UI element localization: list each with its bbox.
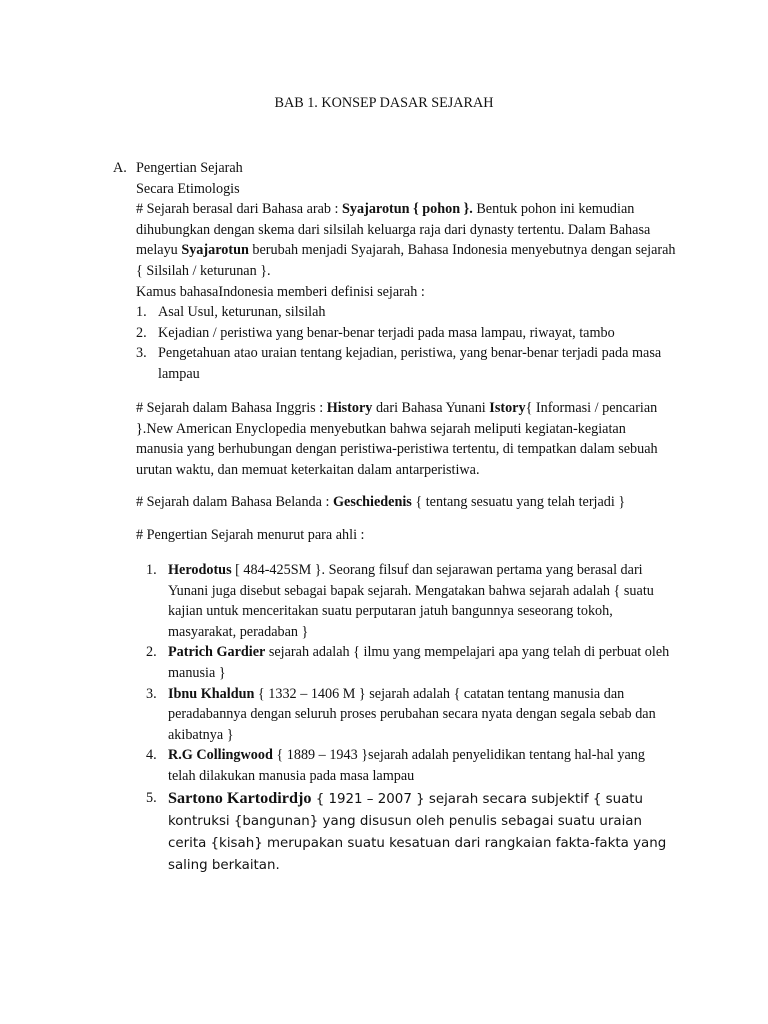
etimologi-text-pre: # Sejarah berasal dari Bahasa arab : [136, 201, 343, 218]
expert-text: { 1921 – 2007 } sejarah secara subjektif { suatu kontruksi {bangunan} yang disusun oleh penulis sebagai suatu uraian cerita {kisah} merupakan suatu kesatuan dari rangkaian fakta-fakta yang saling berkaitan. [168, 791, 667, 873]
belanda-paragraph [136, 492, 676, 513]
expert-text: [ 484-425SM }. Seorang filsuf dan sejarawan pertama yang berasal dari Yunani juga disebut sebagai bapak sejarah. Mengatakan bahwa sejarah adalah { suatu kajian untuk menceritakan suatu perputaran jatuh bangunnya seseorang tokoh, masyarakat, peradaban } [168, 562, 654, 640]
list-item [146, 684, 676, 746]
expert-name: Sartono Kartodirdjo [168, 788, 312, 807]
list-item [146, 787, 676, 877]
list-item-text: Asal Usul, keturunan, silsilah [158, 304, 326, 320]
etimologi-text-post: berubah menjadi Syajarah, Bahasa Indonesia menyebutnya dengan sejarah { Silsilah / keturunan }. [136, 242, 676, 279]
inggris-term-istory: Istory [489, 400, 526, 416]
expert-text: { 1889 – 1943 }sejarah adalah penyelidikan tentang hal-hal yang telah dilakukan manusia pada masa lampau [168, 747, 645, 784]
list-item-text: Kejadian / peristiwa yang benar-benar terjadi pada masa lampau, riwayat, tambo [158, 324, 615, 341]
expert-name: Patrich Gardier [168, 644, 266, 661]
list-item-number: 3. [146, 685, 157, 702]
list-item-number: 5. [146, 789, 157, 806]
ahli-list [146, 560, 676, 877]
list-item-number: 4. [146, 747, 157, 764]
inggris-text-mid: dari Bahasa Yunani [372, 400, 490, 416]
etimologi-block [136, 158, 676, 302]
etimologi-paragraph [136, 199, 676, 281]
belanda-term-geschiedenis: Geschiedenis [332, 494, 412, 510]
list-item-number: 2. [146, 644, 157, 661]
list-item-text: Pengetahuan atao uraian tentang kejadian, peristiwa, yang benar-benar terjadi pada masa lampau [158, 345, 662, 382]
section-heading: Pengertian Sejarah [136, 160, 243, 176]
list-item-number: 1. [136, 304, 147, 320]
expert-text: sejarah adalah { ilmu yang mempelajari apa yang telah di perbuat oleh manusia } [168, 644, 670, 681]
belanda-text-pre: # Sejarah dalam Bahasa Belanda : [136, 494, 333, 510]
list-item-number: 2. [136, 324, 147, 341]
expert-name: Ibnu Khaldun [168, 685, 255, 702]
list-item-number: 3. [136, 345, 147, 362]
kamus-intro: Kamus bahasaIndonesia memberi definisi sejarah : [136, 283, 425, 300]
etimologi-term-syajarotun: Syajarotun [181, 242, 249, 259]
expert-name: Herodotus [168, 562, 232, 578]
ahli-intro-block [136, 525, 676, 546]
inggris-text-pre: # Sejarah dalam Bahasa Inggris : [136, 400, 327, 416]
inggris-term-history: History [326, 400, 373, 416]
list-item [146, 745, 676, 786]
list-item [146, 642, 676, 683]
page-title: BAB 1. KONSEP DASAR SEJARAH [274, 95, 494, 111]
expert-text: { 1332 – 1406 M } sejarah adalah { catatan tentang manusia dan peradabannya dengan seluruh proses perubahan secara nyata dengan segala sebab dan akibatnya } [168, 685, 656, 743]
list-item [146, 560, 676, 642]
section-subheading: Secara Etimologis [136, 180, 240, 197]
list-item-number: 1. [146, 562, 157, 578]
inggris-block [136, 398, 676, 480]
list-item [136, 323, 676, 344]
etimologi-text-mid: Bentuk pohon ini kemudian dihubungkan dengan skema dari silsilah keluarga raja dari dynasty tertentu. Dalam Bahasa melayu [136, 201, 651, 259]
list-item [136, 302, 676, 323]
inggris-paragraph [136, 398, 676, 480]
inggris-text-post: { Informasi / pencarian }.New American Enyclopedia menyebutkan bahwa sejarah meliputi kegiatan-kegiatan manusia yang berhubungan dengan peristiwa-peristiwa tertentu, di tempatkan dalam sebuah urutan waktu, dan memuat keterkaitan dalam antarperistiwa. [136, 400, 658, 478]
belanda-block [136, 492, 676, 513]
list-item [136, 343, 676, 384]
kamus-list [136, 302, 676, 384]
expert-name: R.G Collingwood [168, 747, 273, 764]
ahli-intro: # Pengertian Sejarah menurut para ahli : [136, 527, 365, 543]
section-letter: A. [113, 160, 127, 176]
etimologi-term-syajarotun-pohon: Syajarotun { pohon }. [342, 201, 473, 218]
belanda-text-post: { tentang sesuatu yang telah terjadi } [411, 494, 626, 510]
